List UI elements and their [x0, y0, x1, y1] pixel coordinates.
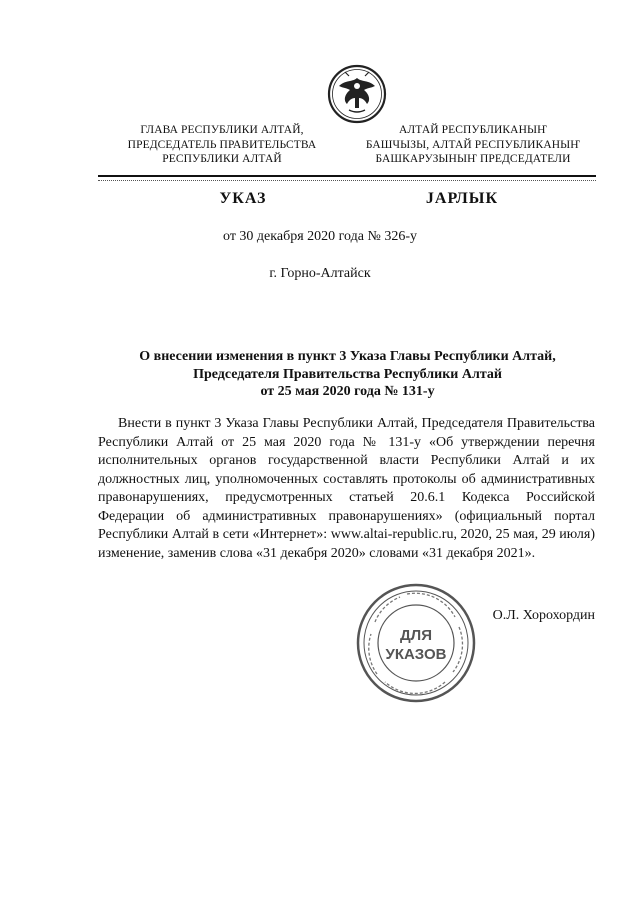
decree-title: [100, 348, 595, 401]
coat-of-arms-emblem: [327, 64, 387, 124]
decree-place: г. Горно-Алтайск: [269, 266, 371, 281]
signer-name: О.Л. Хорохордин: [492, 608, 595, 623]
header-divider: [98, 175, 596, 177]
decree-type-altai: JАРЛЫК: [425, 190, 499, 207]
header-left-block: [108, 123, 336, 167]
decree-title-line: от 25 мая 2020 года № 131-у: [260, 384, 435, 399]
decree-title-line: О внесении изменения в пункт 3 Указа Главы Республики Алтай,: [139, 349, 556, 364]
decree-type-russian: УКАЗ: [219, 190, 267, 207]
header-divider-dotted: [98, 180, 596, 181]
header-right-line: БАШКАРУЗЫНЫҤ ПРЕДСЕДАТЕЛИ: [375, 153, 571, 165]
stamp-text-line1: ДЛЯ: [400, 627, 432, 644]
header-left-line: ГЛАВА РЕСПУБЛИКИ АЛТАЙ,: [140, 124, 304, 136]
header-left-line: РЕСПУБЛИКИ АЛТАЙ: [162, 153, 282, 165]
header-right-line: АЛТАЙ РЕСПУБЛИКАНЫҤ: [399, 124, 547, 136]
decree-date-line: от 30 декабря 2020 года № 326-у: [223, 229, 417, 244]
decree-body: [98, 415, 595, 563]
header-left-line: ПРЕДСЕДАТЕЛЬ ПРАВИТЕЛЬСТВА: [127, 138, 317, 151]
stamp-text-line2: УКАЗОВ: [385, 646, 447, 663]
header-right-block: [348, 123, 598, 167]
decree-title-line: Председателя Правительства Республики Алтай: [193, 366, 502, 382]
decree-body-paragraph: Внести в пункт 3 Указа Главы Республики Алтай, Председателя Правительства Республики Алтай от 25 мая 2020 года № 131-у «Об утверждении перечня исполнительных органов государственной власти Республики Алтай и их должностных лиц, уполномоченных составлять протоколы об административных правонарушениях, предусмотренных статьей 20.6.1 Кодекса Российской Федерации об административных правонарушениях» (официальный портал Республики Алтай в сети «Интернет»: www.altai-republic.ru, 2020, 25 мая, 29 июля) изменение, заменив слова «31 декабря 2020» словами «31 декабря 2021».: [98, 416, 595, 561]
official-stamp: [355, 582, 477, 704]
header-right-line: БАШЧЫЗЫ, АЛТАЙ РЕСПУБЛИКАНЫҤ: [365, 138, 581, 151]
